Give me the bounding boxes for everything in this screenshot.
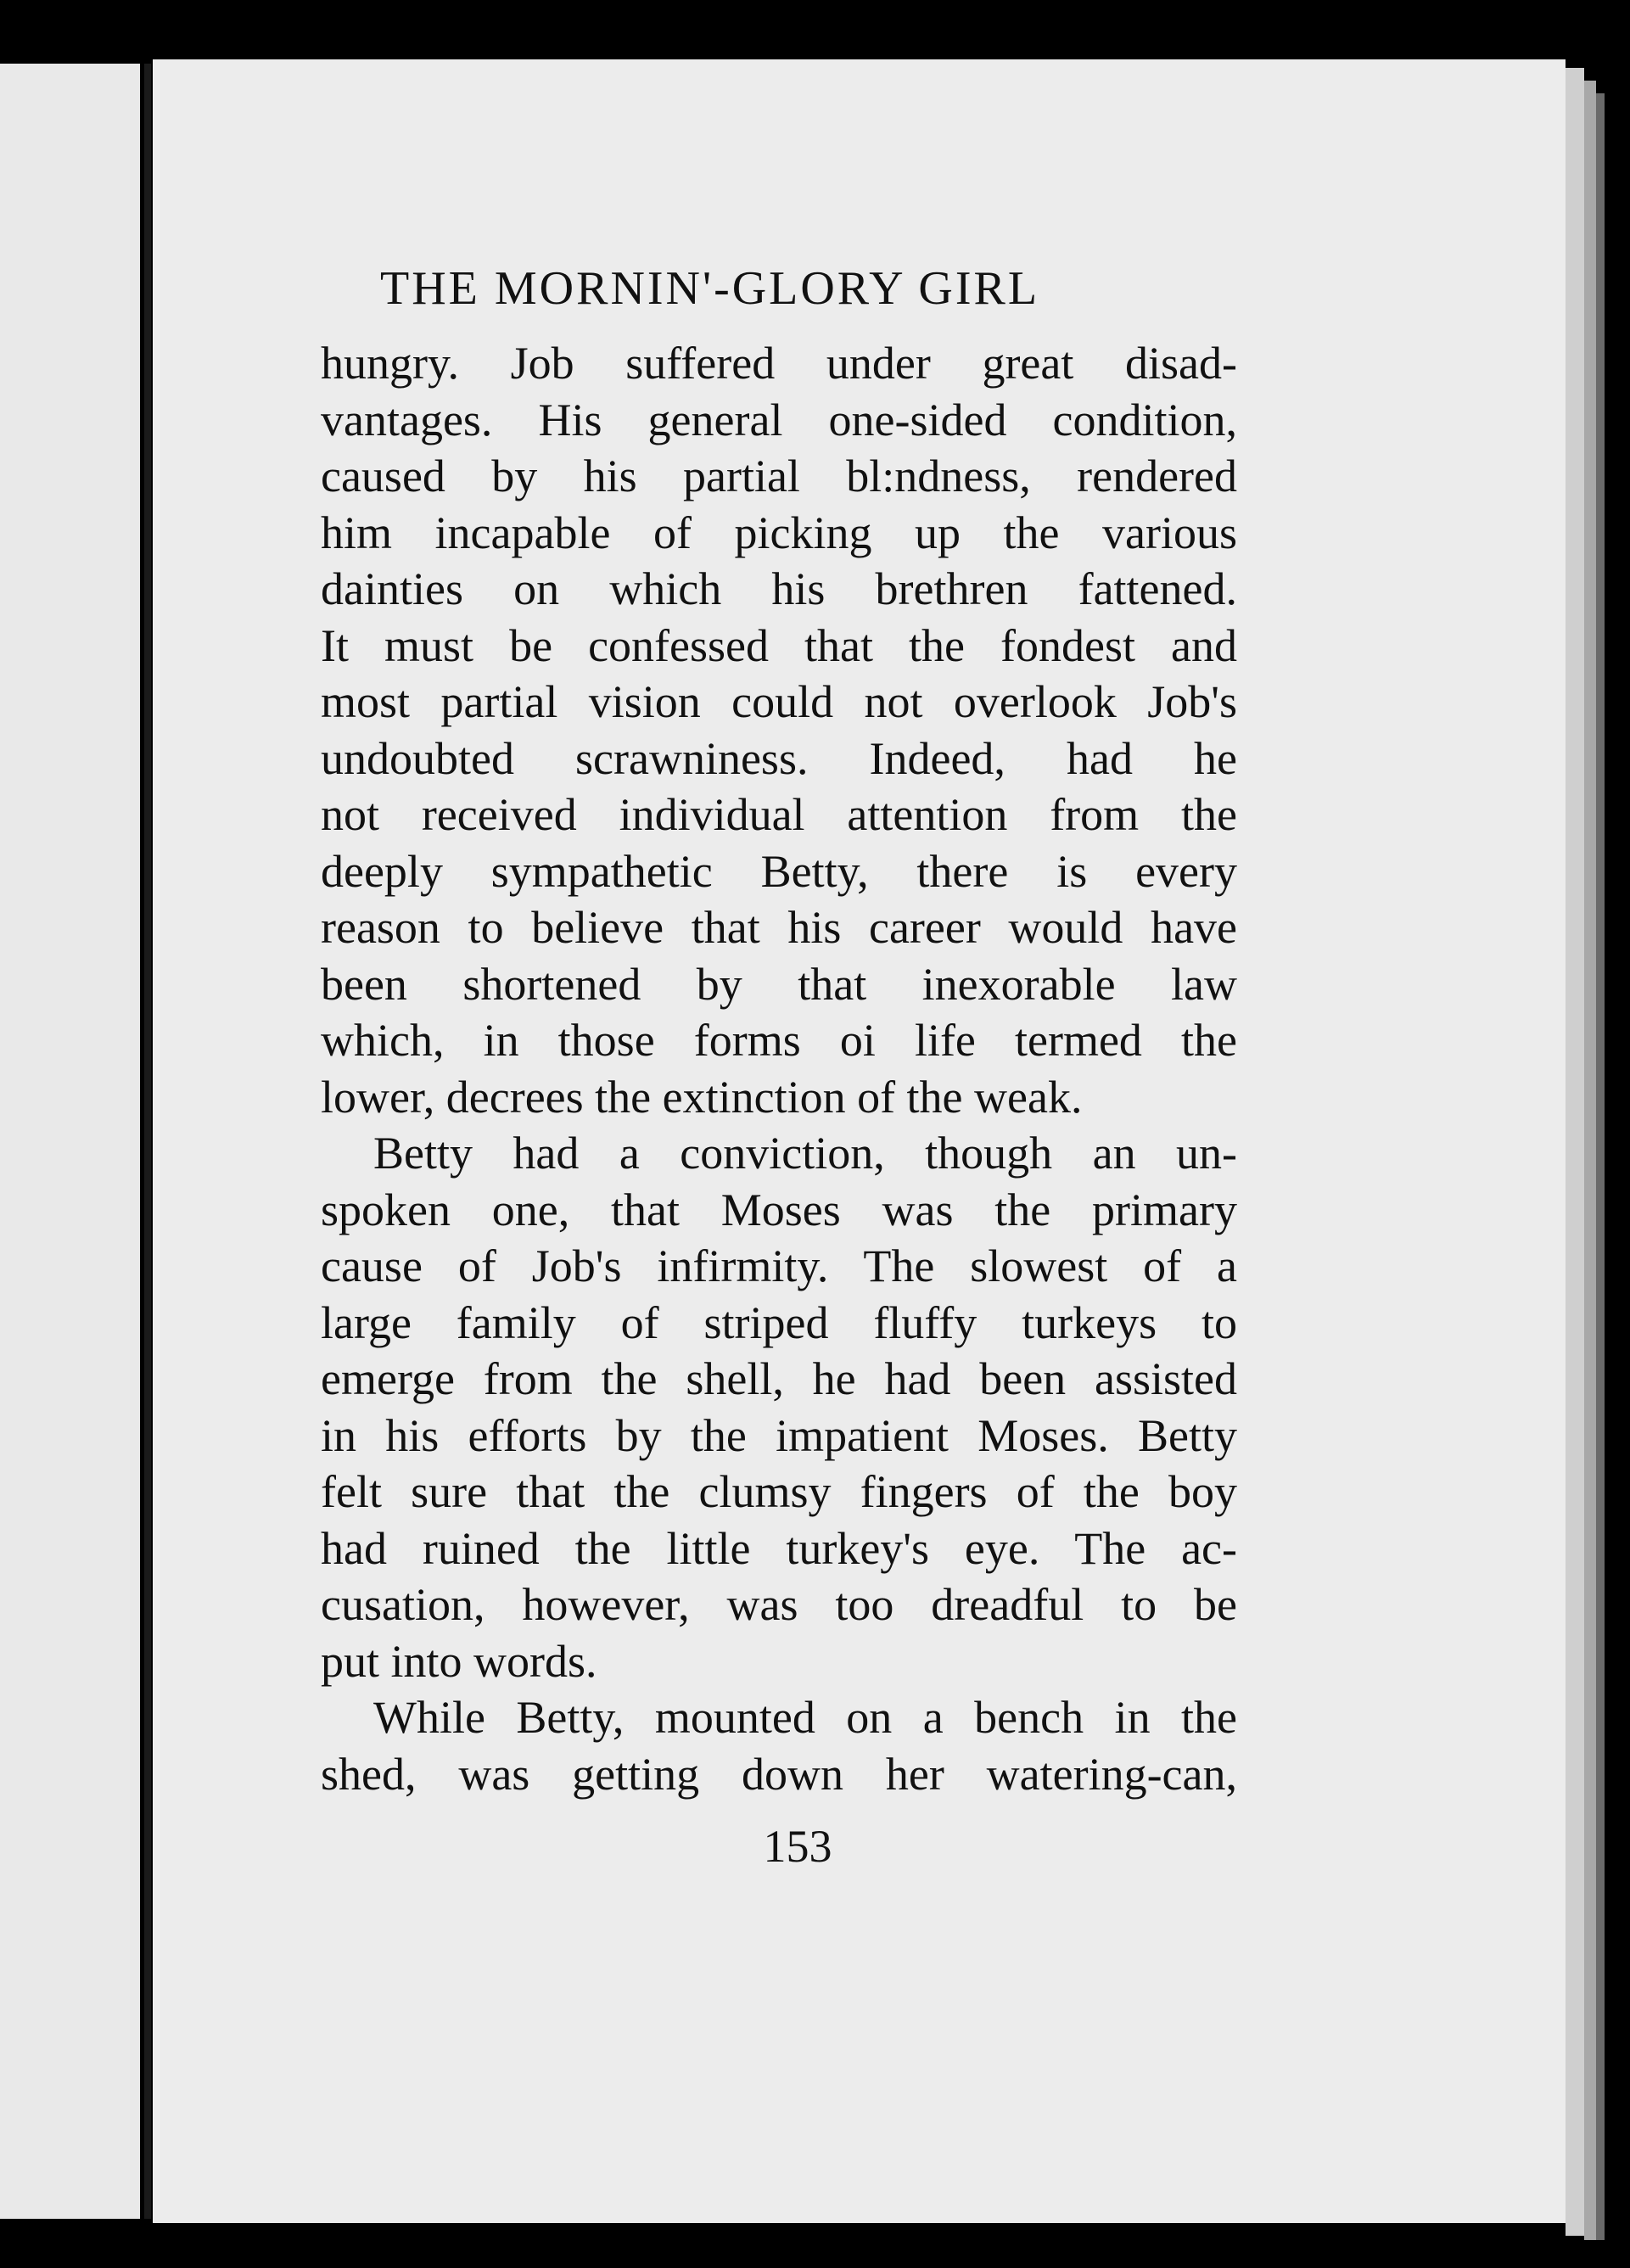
text-line: in his efforts by the impatient Moses. Betty [321, 1409, 1237, 1461]
text-line: been shortened by that inexorable law [321, 958, 1237, 1010]
text-line: vantages. His general one-sided condition, [321, 394, 1237, 445]
text-line: shed, was getting down her watering-can, [321, 1748, 1237, 1800]
text-line: not received individual attention from the [321, 789, 1237, 840]
text-line: While Betty, mounted on a bench in the [373, 1692, 1237, 1743]
page-edge [1566, 68, 1584, 2236]
page-number: 153 [763, 1821, 832, 1872]
book-gutter [144, 64, 151, 2219]
text-line: most partial vision could not overlook Job's [321, 676, 1237, 727]
text-line: emerge from the shell, he had been assisted [321, 1353, 1237, 1404]
facing-page-edge [0, 64, 140, 2219]
running-head: THE MORNIN'-GLORY GIRL [380, 262, 1040, 315]
text-line: Betty had a conviction, though an un- [373, 1128, 1237, 1179]
text-line: lower, decrees the extinction of the weak. [321, 1071, 1083, 1123]
text-line: cause of Job's infirmity. The slowest of a [321, 1240, 1237, 1291]
body-text [321, 335, 1237, 1802]
text-line: undoubted scrawniness. Indeed, had he [321, 732, 1237, 784]
text-line: deeply sympathetic Betty, there is every [321, 845, 1237, 897]
text-line: which, in those forms oi life termed the [321, 1015, 1237, 1066]
text-line: spoken one, that Moses was the primary [321, 1184, 1237, 1235]
text-line: It must be confessed that the fondest and [321, 619, 1237, 671]
page-edge [1584, 81, 1596, 2240]
page-edge [1596, 93, 1605, 2240]
text-line: large family of striped fluffy turkeys to [321, 1296, 1237, 1348]
text-line: dainties on which his brethren fattened. [321, 563, 1237, 614]
text-line: hungry. Job suffered under great disad- [321, 338, 1237, 389]
text-line: put into words. [321, 1635, 597, 1687]
text-line: had ruined the little turkey's eye. The ac- [321, 1522, 1237, 1574]
text-line: cusation, however, was too dreadful to be [321, 1579, 1237, 1630]
text-line: reason to believe that his career would have [321, 902, 1237, 953]
text-line: caused by his partial bl:ndness, rendered [321, 451, 1237, 501]
text-line: him incapable of picking up the various [321, 507, 1237, 558]
text-line: felt sure that the clumsy fingers of the boy [321, 1466, 1237, 1517]
